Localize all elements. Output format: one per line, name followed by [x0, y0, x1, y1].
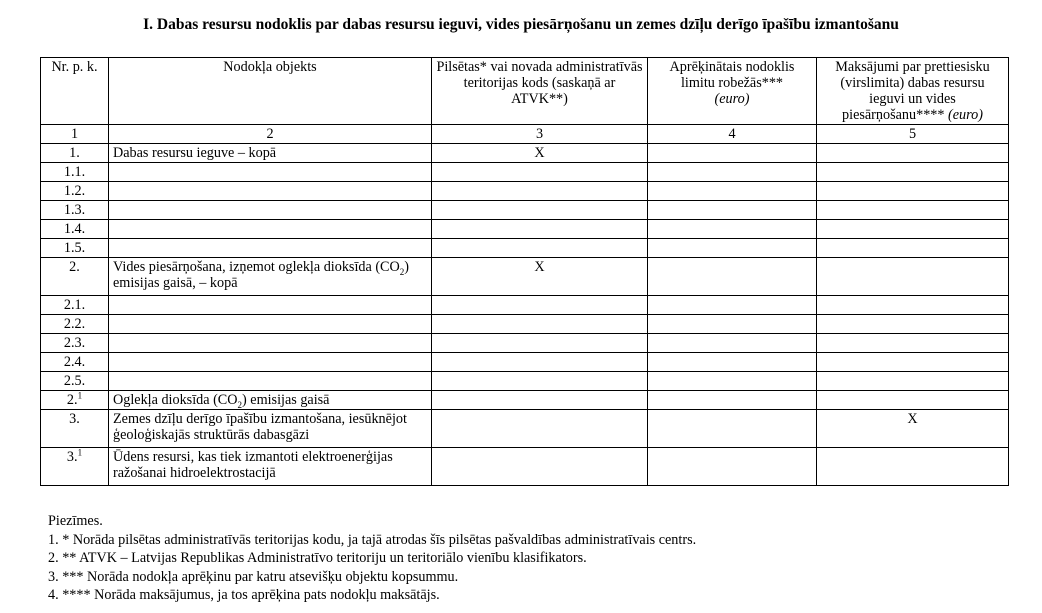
row-number: 1.2.	[41, 182, 109, 201]
row-number: 2.	[41, 258, 109, 296]
tax-object-text: Oglekļa dioksīda (CO	[113, 392, 238, 408]
table-row	[41, 391, 1009, 410]
notes-heading: Piezīmes.	[48, 513, 103, 529]
calculated-tax-cell[interactable]	[648, 391, 817, 410]
territory-code-cell[interactable]: X	[432, 258, 648, 296]
excess-payment-cell[interactable]	[817, 296, 1009, 315]
tax-object-text: ) emisijas gaisā, – kopā	[113, 259, 410, 291]
tax-object-text: ) emisijas gaisā	[242, 392, 330, 408]
table-row	[41, 334, 1009, 353]
excess-payment-cell[interactable]	[817, 239, 1009, 258]
excess-payment-cell[interactable]	[817, 220, 1009, 239]
superscript: 1	[77, 390, 83, 401]
excess-payment-cell[interactable]	[817, 334, 1009, 353]
territory-code-cell[interactable]	[432, 372, 648, 391]
tax-object[interactable]	[109, 182, 432, 201]
territory-code-cell[interactable]	[432, 353, 648, 372]
calculated-tax-cell[interactable]	[648, 334, 817, 353]
calculated-tax-cell[interactable]	[648, 353, 817, 372]
tax-object[interactable]	[109, 258, 432, 296]
calculated-tax-cell[interactable]	[648, 372, 817, 391]
column-number: 1	[41, 125, 109, 144]
notes-section	[48, 512, 696, 605]
territory-code-cell[interactable]	[432, 201, 648, 220]
table-row	[41, 448, 1009, 486]
territory-code-cell[interactable]: X	[432, 144, 648, 163]
column-number: 2	[109, 125, 432, 144]
tax-object[interactable]	[109, 296, 432, 315]
row-number: 1.4.	[41, 220, 109, 239]
table-row	[41, 201, 1009, 220]
calculated-tax-cell[interactable]	[648, 296, 817, 315]
excess-payment-cell[interactable]	[817, 315, 1009, 334]
note-item: 4. **** Norāda maksājumus, ja tos aprēķina pats nodokļu maksātājs.	[48, 587, 440, 603]
territory-code-cell[interactable]	[432, 220, 648, 239]
note-item: 3. *** Norāda nodokļa aprēķinu par katru atsevišķu objektu kopsummu.	[48, 568, 459, 585]
column-number: 5	[817, 125, 1009, 144]
calculated-tax-cell[interactable]	[648, 163, 817, 182]
tax-object[interactable]	[109, 334, 432, 353]
table-row	[41, 163, 1009, 182]
superscript: 1	[77, 447, 83, 458]
row-number	[41, 448, 109, 486]
calculated-tax-cell[interactable]	[648, 144, 817, 163]
excess-payment-cell[interactable]	[817, 391, 1009, 410]
row-number: 1.3.	[41, 201, 109, 220]
calculated-tax-cell[interactable]	[648, 220, 817, 239]
territory-code-cell[interactable]	[432, 448, 648, 486]
territory-code-cell[interactable]	[432, 315, 648, 334]
column-number: 4	[648, 125, 817, 144]
territory-code-cell[interactable]	[432, 391, 648, 410]
tax-object[interactable]: Zemes dzīļu derīgo īpašību izmantošana, iesūknējot ģeoloģiskajās struktūrās dabasgāzi	[109, 410, 432, 448]
table-row	[41, 239, 1009, 258]
tax-object[interactable]	[109, 201, 432, 220]
excess-payment-cell[interactable]	[817, 353, 1009, 372]
tax-object[interactable]: Ūdens resursi, kas tiek izmantoti elektroenerģijas ražošanai hidroelektrostacijā	[109, 448, 432, 486]
calculated-tax-cell[interactable]	[648, 239, 817, 258]
tax-object[interactable]	[109, 315, 432, 334]
tax-object[interactable]	[109, 163, 432, 182]
tax-object[interactable]	[109, 220, 432, 239]
tax-object[interactable]	[109, 372, 432, 391]
header-excess-payments-unit: (euro)	[948, 107, 983, 123]
tax-object[interactable]: Dabas resursu ieguve – kopā	[109, 144, 432, 163]
table-row	[41, 296, 1009, 315]
tax-table	[40, 57, 1009, 486]
header-nr: Nr. p. k.	[41, 58, 109, 125]
territory-code-cell[interactable]	[432, 296, 648, 315]
excess-payment-cell[interactable]	[817, 163, 1009, 182]
row-number: 2.5.	[41, 372, 109, 391]
table-row	[41, 410, 1009, 448]
tax-object[interactable]	[109, 353, 432, 372]
tax-object[interactable]	[109, 239, 432, 258]
column-number-row	[41, 125, 1009, 144]
header-object: Nodokļa objekts	[109, 58, 432, 125]
row-number: 1.	[41, 144, 109, 163]
calculated-tax-cell[interactable]	[648, 410, 817, 448]
territory-code-cell[interactable]	[432, 334, 648, 353]
row-number-text: 2.	[66, 392, 78, 408]
calculated-tax-cell[interactable]	[648, 258, 817, 296]
table-row	[41, 258, 1009, 296]
territory-code-cell[interactable]	[432, 163, 648, 182]
form-title: I. Dabas resursu nodoklis par dabas resursu ieguvi, vides piesārņošanu un zemes dzīļu derīgo īpašību izmantošanu	[143, 16, 899, 33]
row-number: 1.1.	[41, 163, 109, 182]
table-row	[41, 144, 1009, 163]
row-number	[41, 391, 109, 410]
table-row	[41, 182, 1009, 201]
tax-object[interactable]	[109, 391, 432, 410]
row-number-text: 3.	[66, 449, 78, 465]
excess-payment-cell[interactable]	[817, 144, 1009, 163]
header-calculated-tax-unit: (euro)	[714, 91, 750, 107]
excess-payment-cell[interactable]	[817, 372, 1009, 391]
calculated-tax-cell[interactable]	[648, 315, 817, 334]
row-number: 1.5.	[41, 239, 109, 258]
table-row	[41, 220, 1009, 239]
header-territory-code: Pilsētas* vai novada administratīvās teritorijas kods (saskaņā ar ATVK**)	[432, 58, 648, 125]
excess-payment-cell[interactable]	[817, 182, 1009, 201]
row-number: 2.3.	[41, 334, 109, 353]
tax-object-text: Vides piesārņošana, izņemot oglekļa dioksīda (CO	[113, 259, 400, 275]
note-item: 1. * Norāda pilsētas administratīvās teritorijas kodu, ja tajā atrodas šīs pilsētas pašvaldības administratīvais centrs.	[48, 531, 697, 548]
excess-payment-cell[interactable]	[817, 448, 1009, 486]
table-row	[41, 372, 1009, 391]
note-item: 2. ** ATVK – Latvijas Republikas Administratīvo teritoriju un teritoriālo vienību klasifikators.	[48, 550, 587, 566]
row-number: 2.2.	[41, 315, 109, 334]
subscript: 2	[399, 266, 405, 277]
column-number: 3	[432, 125, 648, 144]
excess-payment-cell[interactable]	[817, 201, 1009, 220]
header-excess-payments	[817, 58, 1009, 125]
excess-payment-cell[interactable]	[817, 258, 1009, 296]
table-row	[41, 353, 1009, 372]
excess-payment-cell[interactable]: X	[817, 410, 1009, 448]
calculated-tax-cell[interactable]	[648, 182, 817, 201]
header-row	[41, 58, 1009, 125]
calculated-tax-cell[interactable]	[648, 201, 817, 220]
row-number: 2.4.	[41, 353, 109, 372]
subscript: 2	[237, 399, 243, 410]
calculated-tax-cell[interactable]	[648, 448, 817, 486]
table-row	[41, 315, 1009, 334]
territory-code-cell[interactable]	[432, 239, 648, 258]
header-calculated-tax-label: Aprēķinātais nodoklis limitu robežās***	[669, 59, 795, 91]
header-calculated-tax	[648, 58, 817, 125]
row-number: 3.	[41, 410, 109, 448]
territory-code-cell[interactable]	[432, 182, 648, 201]
header-excess-payments-label: Maksājumi par prettiesisku (virslimita) dabas resursu ieguvi un vides piesārņošanu****	[835, 59, 990, 123]
territory-code-cell[interactable]	[432, 410, 648, 448]
row-number: 2.1.	[41, 296, 109, 315]
